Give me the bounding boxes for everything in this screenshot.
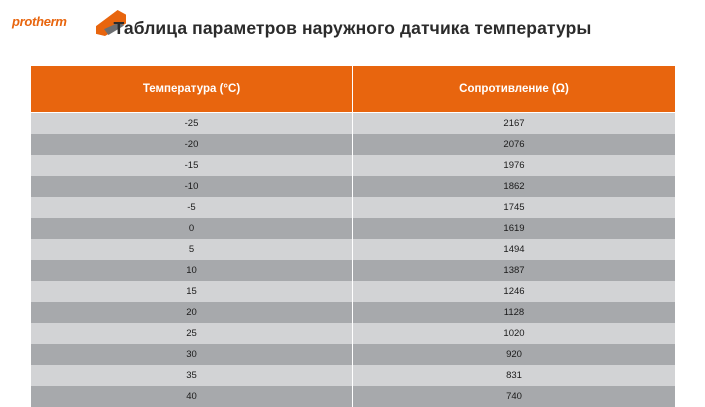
cell-resistance: 920 — [353, 344, 676, 365]
column-header-resistance: Сопротивление (Ω) — [353, 66, 676, 113]
cell-resistance: 1745 — [353, 197, 676, 218]
cell-temperature: -20 — [31, 134, 353, 155]
cell-temperature: 40 — [31, 386, 353, 407]
table-row — [31, 344, 676, 365]
parameters-table — [30, 65, 676, 407]
cell-resistance: 2076 — [353, 134, 676, 155]
table-body — [31, 113, 676, 407]
table-row — [31, 239, 676, 260]
table-row — [31, 323, 676, 344]
table-row — [31, 218, 676, 239]
cell-temperature: -10 — [31, 176, 353, 197]
table-row — [31, 176, 676, 197]
cell-temperature: 25 — [31, 323, 353, 344]
cell-resistance: 1494 — [353, 239, 676, 260]
table-header-row — [31, 66, 676, 113]
cell-resistance: 1246 — [353, 281, 676, 302]
cell-resistance: 831 — [353, 365, 676, 386]
cell-temperature: 20 — [31, 302, 353, 323]
cell-temperature: -15 — [31, 155, 353, 176]
cell-resistance: 740 — [353, 386, 676, 407]
cell-resistance: 1619 — [353, 218, 676, 239]
column-header-temperature: Температура (°C) — [31, 66, 353, 113]
cell-resistance: 1128 — [353, 302, 676, 323]
table-row — [31, 386, 676, 407]
cell-temperature: 0 — [31, 218, 353, 239]
logo-text: protherm — [12, 14, 67, 29]
table-row — [31, 197, 676, 218]
table-row — [31, 260, 676, 281]
cell-temperature: 5 — [31, 239, 353, 260]
parameters-table-container — [30, 65, 675, 407]
cell-temperature: -25 — [31, 113, 353, 135]
table-row — [31, 155, 676, 176]
cell-temperature: 30 — [31, 344, 353, 365]
page-title: Таблица параметров наружного датчика температуры — [0, 18, 705, 39]
cell-temperature: 15 — [31, 281, 353, 302]
cell-resistance: 2167 — [353, 113, 676, 135]
cell-resistance: 1862 — [353, 176, 676, 197]
table-row — [31, 113, 676, 135]
table-row — [31, 281, 676, 302]
cell-temperature: -5 — [31, 197, 353, 218]
table-row — [31, 302, 676, 323]
cell-temperature: 35 — [31, 365, 353, 386]
table-row — [31, 365, 676, 386]
cell-resistance: 1387 — [353, 260, 676, 281]
cell-resistance: 1976 — [353, 155, 676, 176]
table-row — [31, 134, 676, 155]
cell-resistance: 1020 — [353, 323, 676, 344]
cell-temperature: 10 — [31, 260, 353, 281]
